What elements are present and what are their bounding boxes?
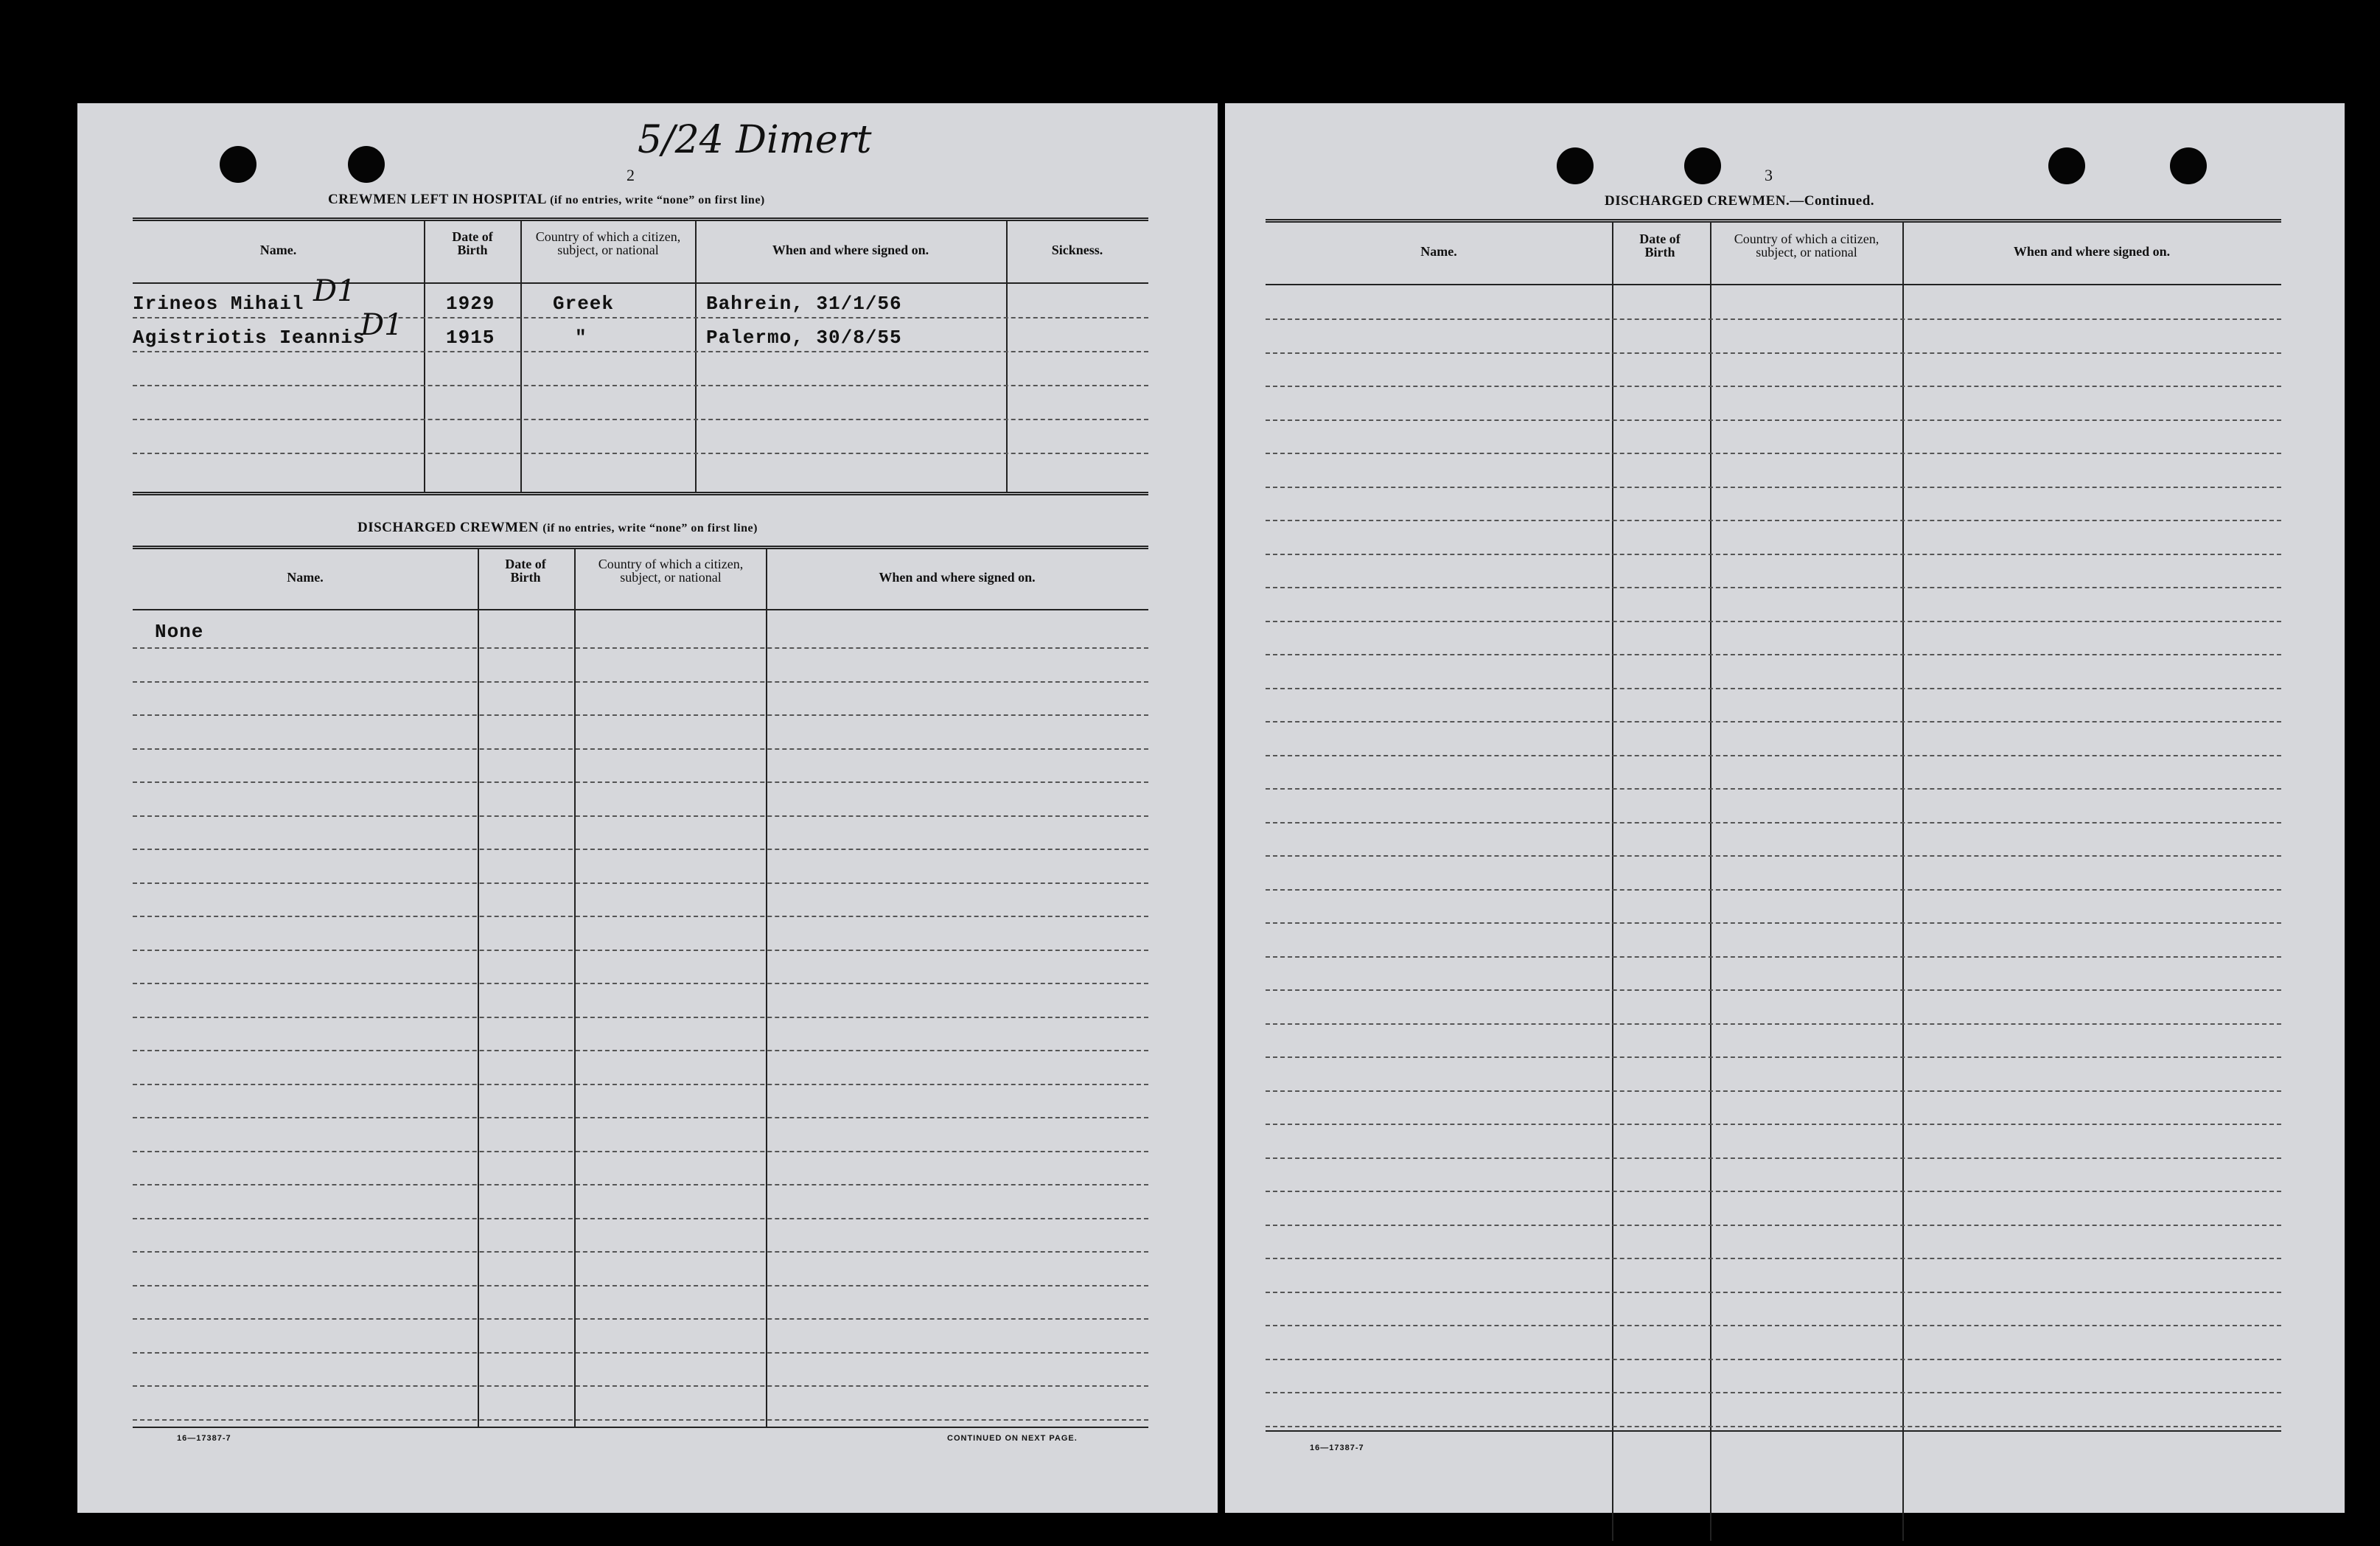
row-line — [133, 1352, 1148, 1354]
row-line — [133, 1318, 1148, 1320]
row-line — [1266, 654, 2281, 655]
row-line — [133, 1184, 1148, 1185]
right-page — [1225, 103, 2345, 1513]
handwritten-mark: D1 — [360, 308, 403, 342]
hospital-section-title: CREWMEN LEFT IN HOSPITAL (if no entries, write “none” on first line) — [328, 192, 765, 207]
row-line — [1266, 419, 2281, 421]
crew-signed-on: Bahrein, 31/1/56 — [706, 293, 902, 315]
table-top-rule — [1266, 219, 2281, 223]
row-line — [133, 1385, 1148, 1387]
punch-hole-icon — [1684, 147, 1721, 184]
row-line — [133, 1084, 1148, 1085]
column-divider — [424, 221, 425, 492]
row-line — [133, 1117, 1148, 1118]
column-divider — [520, 221, 522, 492]
column-header-sickness: Sickness. — [1051, 243, 1103, 257]
column-header-signed-on: When and where signed on. — [879, 570, 1036, 585]
row-line — [133, 419, 1148, 420]
row-line — [1266, 453, 2281, 454]
row-line — [133, 714, 1148, 716]
crew-dob: 1915 — [446, 327, 495, 349]
row-line — [133, 681, 1148, 683]
row-line — [1266, 956, 2281, 958]
row-line — [133, 1218, 1148, 1219]
row-line — [1266, 520, 2281, 521]
form-number: 16—17387-7 — [177, 1434, 231, 1443]
row-line — [133, 849, 1148, 850]
row-line — [133, 351, 1148, 352]
column-divider — [695, 221, 697, 492]
row-line — [1266, 1056, 2281, 1058]
row-line — [1266, 788, 2281, 790]
table-top-rule — [133, 217, 1148, 221]
row-line — [133, 1251, 1148, 1253]
row-line — [1266, 1258, 2281, 1259]
table-header-rule — [133, 282, 1148, 284]
row-line — [1266, 1090, 2281, 1092]
table-bottom-rule — [133, 492, 1148, 495]
row-line — [1266, 922, 2281, 924]
punch-hole-icon — [2170, 147, 2207, 184]
row-line — [1266, 554, 2281, 555]
handwritten-note: 5/24 Dimert — [638, 118, 872, 162]
row-line — [1266, 386, 2281, 387]
crew-name: Irineos Mihail — [133, 293, 304, 315]
row-line — [1266, 889, 2281, 891]
column-header-dob: Date of Birth — [505, 557, 546, 585]
column-header-name: Name. — [259, 243, 297, 257]
row-line — [1266, 1325, 2281, 1326]
column-header-dob: Date of Birth — [452, 229, 493, 257]
column-header-country: Country of which a citizen, subject, or national — [535, 229, 681, 257]
column-divider — [1006, 221, 1008, 492]
column-header-dob: Date of Birth — [1639, 231, 1681, 260]
row-line — [1266, 352, 2281, 354]
discharged-continued-title: DISCHARGED CREWMEN.—Continued. — [1605, 193, 1875, 209]
row-line — [133, 1151, 1148, 1152]
crew-dob: 1929 — [446, 293, 495, 315]
row-line — [1266, 855, 2281, 857]
row-line — [1266, 688, 2281, 689]
table-bottom-rule — [1266, 1430, 2281, 1432]
discharged-section-title: DISCHARGED CREWMEN (if no entries, write “none” on first line) — [357, 520, 758, 535]
row-line — [133, 1017, 1148, 1018]
row-line — [1266, 1359, 2281, 1360]
column-header-signed-on: When and where signed on. — [2013, 244, 2171, 259]
table-header-rule — [133, 609, 1148, 610]
row-line — [1266, 621, 2281, 622]
row-line — [133, 1285, 1148, 1286]
row-line — [1266, 587, 2281, 588]
punch-hole-icon — [220, 146, 257, 183]
row-line — [1266, 989, 2281, 991]
column-header-country: Country of which a citizen, subject, or national — [1734, 231, 1880, 260]
column-header-name: Name. — [1420, 244, 1457, 259]
table-header-rule — [1266, 284, 2281, 285]
row-line — [133, 385, 1148, 386]
row-line — [133, 647, 1148, 649]
punch-hole-icon — [348, 146, 385, 183]
row-line — [1266, 318, 2281, 320]
row-line — [133, 983, 1148, 984]
row-line — [1266, 1124, 2281, 1125]
row-line — [1266, 1157, 2281, 1159]
row-line — [1266, 1191, 2281, 1192]
row-line — [1266, 1292, 2281, 1293]
crew-country: Greek — [553, 293, 615, 315]
crew-country: " — [575, 327, 587, 349]
row-line — [1266, 487, 2281, 488]
row-line — [1266, 1392, 2281, 1393]
row-line — [133, 815, 1148, 817]
crew-name: Agistriotis Ieannis — [133, 327, 366, 349]
row-line — [1266, 822, 2281, 824]
row-line — [1266, 1023, 2281, 1025]
left-page — [77, 103, 1218, 1513]
row-line — [1266, 755, 2281, 756]
table-bottom-rule — [133, 1427, 1148, 1428]
page-number: 3 — [1765, 166, 1773, 184]
handwritten-mark: D1 — [313, 274, 356, 308]
table-top-rule — [133, 546, 1148, 549]
row-line — [133, 916, 1148, 917]
column-header-country: Country of which a citizen, subject, or national — [598, 557, 744, 585]
first-entry: None — [155, 621, 204, 643]
punch-hole-icon — [2048, 147, 2085, 184]
row-line — [133, 950, 1148, 951]
continued-note: CONTINUED ON NEXT PAGE. — [947, 1434, 1078, 1443]
punch-hole-icon — [1557, 147, 1594, 184]
row-line — [1266, 721, 2281, 722]
row-line — [133, 317, 1148, 318]
row-line — [1266, 1426, 2281, 1427]
crew-signed-on: Palermo, 30/8/55 — [706, 327, 902, 349]
row-line — [133, 781, 1148, 783]
row-line — [133, 1050, 1148, 1051]
page-number: 2 — [627, 166, 635, 184]
row-line — [133, 882, 1148, 884]
column-header-name: Name. — [287, 570, 324, 585]
row-line — [133, 453, 1148, 454]
row-line — [133, 748, 1148, 750]
form-number: 16—17387-7 — [1310, 1444, 1364, 1452]
column-header-signed-on: When and where signed on. — [772, 243, 929, 257]
row-line — [133, 1419, 1148, 1421]
row-line — [1266, 1225, 2281, 1226]
